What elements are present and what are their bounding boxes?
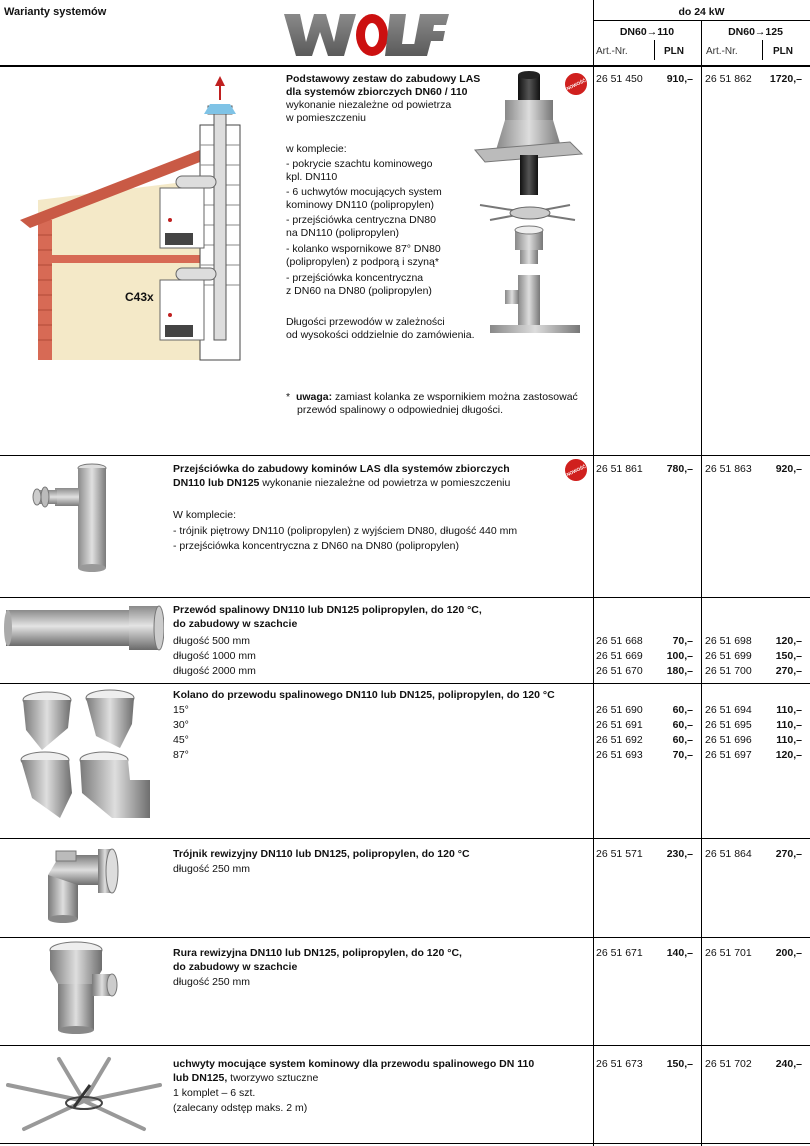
product-title-bold: lub DN125, <box>173 1072 228 1084</box>
art-number: 26 51 863 <box>705 463 752 475</box>
product-title: Kolano do przewodu spalinowego DN110 lub DN125, polipropylen, do 120 °C <box>173 689 555 701</box>
price: 780,– <box>666 463 693 475</box>
price: 60,– <box>672 704 693 716</box>
kit-item: - trójnik piętrowy DN110 (polipropylen) z wyjściem DN80, długość 440 mm <box>173 525 518 537</box>
art-nr-header: Art.-Nr. <box>706 46 738 57</box>
las-kit-image <box>470 70 585 345</box>
row-divider <box>0 1143 810 1144</box>
kit-item: kominowy DN110 (polipropylen) <box>286 199 435 211</box>
art-number: 26 51 697 <box>705 749 752 761</box>
price: 150,– <box>666 1058 693 1070</box>
grid-line <box>593 0 594 1146</box>
price: 110,– <box>776 734 802 746</box>
price: 270,– <box>775 848 802 860</box>
art-number: 26 51 701 <box>705 947 752 959</box>
product-description: w pomieszczeniu <box>286 112 366 124</box>
adapter-tee-image <box>15 460 130 580</box>
warning-note-line2: przewód spalinowy o odpowiedniej długości. <box>297 404 504 416</box>
price: 200,– <box>775 947 802 959</box>
price: 240,– <box>775 1058 802 1070</box>
angle-option: 30° <box>173 719 189 731</box>
warning-star: * <box>286 391 291 403</box>
angle-option: 45° <box>173 734 189 746</box>
column-title-dn60-110: DN60→110 <box>619 26 675 38</box>
kit-title: W komplecie: <box>173 509 237 521</box>
price: 230,– <box>666 848 693 860</box>
grid-line <box>593 20 810 21</box>
kit-item: - pokrycie szachtu kominowego <box>286 158 433 170</box>
wolf-logo <box>284 8 449 60</box>
art-number: 26 51 670 <box>596 665 643 677</box>
pln-header: PLN <box>664 46 684 57</box>
price: 150,– <box>775 650 802 662</box>
price: 70,– <box>672 635 693 647</box>
product-title: do zabudowy w szachcie <box>173 618 298 630</box>
price: 100,– <box>666 650 693 662</box>
kit-item: - przejściówka koncentryczna z DN60 na DN80 (polipropylen) <box>173 540 459 552</box>
pln-header: PLN <box>773 46 793 57</box>
grid-line <box>762 40 763 60</box>
product-title: Trójnik rewizyjny DN110 lub DN125, polipropylen, do 120 °C <box>173 848 470 860</box>
price: 70,– <box>672 749 693 761</box>
product-title-line2 <box>173 477 510 490</box>
price: 60,– <box>672 719 693 731</box>
product-note: od wysokości oddzielnie do zamówienia. <box>286 329 475 341</box>
art-number: 26 51 694 <box>705 704 752 716</box>
art-number: 26 51 864 <box>705 848 752 860</box>
column-title-dn60-125: DN60→125 <box>728 26 783 38</box>
grid-line <box>701 20 702 1146</box>
product-description: wykonanie niezależne od powietrza <box>286 99 452 111</box>
price: 180,– <box>666 665 693 677</box>
kit-item: - kolanko wspornikowe 87° DN80 <box>286 243 441 255</box>
product-title: Przewód spalinowy DN110 lub DN125 polipropylen, do 120 °C, <box>173 604 482 616</box>
price: 60,– <box>672 734 693 746</box>
art-number: 26 51 695 <box>705 719 752 731</box>
price: 140,– <box>666 947 693 959</box>
art-number: 26 51 692 <box>596 734 643 746</box>
power-label: do 24 kW <box>678 6 725 18</box>
product-description: 1 komplet – 6 szt. <box>173 1087 256 1099</box>
art-number: 26 51 862 <box>705 73 752 85</box>
art-number: 26 51 700 <box>705 665 752 677</box>
warning-label: uwaga: <box>295 391 333 403</box>
price: 910,– <box>666 73 693 85</box>
product-title: uchwyty mocujące system kominowy dla przewodu spalinowego DN 110 <box>173 1058 535 1070</box>
art-number: 26 51 669 <box>596 650 643 662</box>
art-number: 26 51 671 <box>596 947 643 959</box>
product-title: dla systemów zbiorczych DN60 / 110 <box>286 86 468 98</box>
length-option: długość 1000 mm <box>173 650 256 662</box>
product-description: długość 250 mm <box>173 976 251 988</box>
product-description: długość 250 mm <box>173 863 251 875</box>
new-badge: NOWOŚĆ <box>561 455 590 484</box>
kit-item: - przejściówka centryczna DN80 <box>286 214 436 226</box>
row-divider <box>0 937 810 938</box>
product-description: wykonanie niezależne od powietrza w pomieszczeniu <box>259 477 511 489</box>
system-label: C43x <box>125 290 154 304</box>
warning-text: zamiast kolanka ze wspornikiem można zastosować <box>335 391 578 403</box>
art-number: 26 51 450 <box>596 73 643 85</box>
length-option: długość 500 mm <box>173 635 251 647</box>
price: 120,– <box>775 635 802 647</box>
art-number: 26 51 699 <box>705 650 752 662</box>
product-title: Przejściówka do zabudowy kominów LAS dla systemów zbiorczych <box>173 463 510 475</box>
price: 270,– <box>775 665 802 677</box>
product-title: do zabudowy w szachcie <box>173 961 298 973</box>
price: 920,– <box>775 463 802 475</box>
art-number: 26 51 696 <box>705 734 752 746</box>
kit-item: na DN110 (polipropylen) <box>286 227 400 239</box>
product-title-bold: DN110 lub DN125 <box>173 477 260 489</box>
art-number: 26 51 702 <box>705 1058 752 1070</box>
price: 110,– <box>776 704 802 716</box>
kit-item: (polipropylen) z podporą i szyną* <box>286 256 439 268</box>
row-divider <box>0 455 810 456</box>
inspection-pipe-image <box>44 940 124 1035</box>
mounting-brackets-image <box>4 1055 164 1135</box>
inspection-tee-image <box>40 845 130 923</box>
kit-item: - przejściówka koncentryczna <box>286 272 424 284</box>
row-divider <box>0 838 810 839</box>
price: 120,– <box>775 749 802 761</box>
length-option: długość 2000 mm <box>173 665 256 677</box>
product-description: tworzywo sztuczne <box>227 1072 319 1084</box>
art-number: 26 51 691 <box>596 719 643 731</box>
art-nr-header: Art.-Nr. <box>596 46 628 57</box>
kit-item: z DN60 na DN80 (polipropylen) <box>286 285 432 297</box>
product-title-line2 <box>173 1072 318 1085</box>
system-diagram <box>0 70 280 370</box>
product-title: Podstawowy zestaw do zabudowy LAS <box>286 73 481 85</box>
angle-option: 87° <box>173 749 189 761</box>
art-number: 26 51 690 <box>596 704 643 716</box>
price: 1720,– <box>769 73 802 85</box>
product-note: Długości przewodów w zależności <box>286 316 445 328</box>
warning-note <box>286 391 578 404</box>
art-number: 26 51 571 <box>596 848 643 860</box>
kit-title: w komplecie: <box>286 143 347 155</box>
product-description: (zalecany odstęp maks. 2 m) <box>173 1102 308 1114</box>
row-divider <box>0 597 810 598</box>
row-divider <box>0 1045 810 1046</box>
page-title: Warianty systemów <box>4 6 107 18</box>
art-number: 26 51 861 <box>596 463 643 475</box>
grid-line <box>654 40 655 60</box>
new-badge: NOWOŚĆ <box>561 69 590 98</box>
art-number: 26 51 668 <box>596 635 643 647</box>
header-divider <box>0 65 810 67</box>
art-number: 26 51 698 <box>705 635 752 647</box>
angle-option: 15° <box>173 704 189 716</box>
elbow-set-image <box>12 688 162 823</box>
product-title: Rura rewizyjna DN110 lub DN125, polipropylen, do 120 °C, <box>173 947 462 959</box>
price: 110,– <box>776 719 802 731</box>
row-divider <box>0 683 810 684</box>
flue-pipe-image <box>4 604 164 654</box>
kit-item: kpl. DN110 <box>286 171 338 183</box>
kit-item: - 6 uchwytów mocujących system <box>286 186 442 198</box>
art-number: 26 51 693 <box>596 749 643 761</box>
art-number: 26 51 673 <box>596 1058 643 1070</box>
